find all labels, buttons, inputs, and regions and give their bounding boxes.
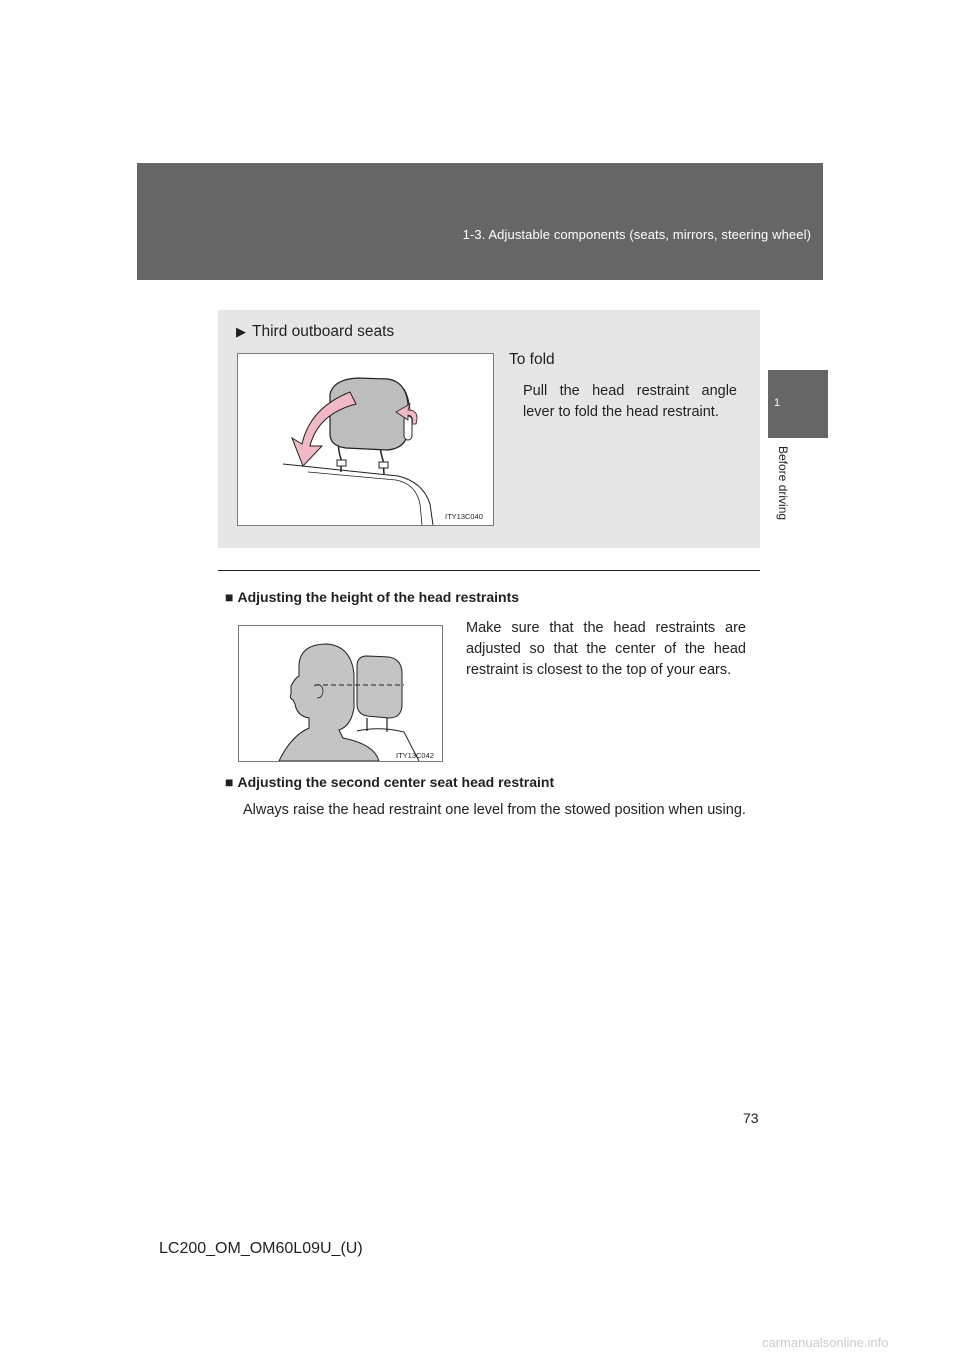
fold-illustration — [238, 354, 493, 525]
square-bullet-icon: ■ — [225, 774, 234, 790]
head-height-figure — [238, 625, 443, 762]
fold-head-restraint-figure — [237, 353, 494, 526]
third-outboard-heading-text: Third outboard seats — [252, 323, 395, 340]
figure-code-label-2: ITY13C042 — [396, 751, 434, 760]
chapter-label: Before driving — [776, 446, 790, 521]
chapter-tab — [768, 370, 828, 438]
center-section-heading — [225, 774, 554, 790]
document-code: LC200_OM_OM60L09U_(U) — [159, 1240, 363, 1257]
center-section-heading-text: Adjusting the second center seat head restraint — [237, 774, 555, 790]
center-description: Always raise the head restraint one level from the stowed position when using. — [243, 802, 746, 818]
fold-description: Pull the head restraint angle lever to fold the head restraint. — [523, 383, 737, 420]
square-bullet-icon: ■ — [225, 589, 234, 605]
chapter-number: 1 — [774, 397, 781, 409]
section-title: 1-3. Adjustable components (seats, mirrors, steering wheel) — [462, 227, 811, 242]
height-section-heading — [225, 589, 519, 605]
third-outboard-box — [218, 310, 760, 548]
header-band — [137, 163, 823, 280]
head-height-illustration — [239, 626, 442, 761]
figure-code-label: ITY13C040 — [445, 512, 483, 521]
section-divider — [218, 570, 760, 571]
page-number: 73 — [743, 1110, 759, 1126]
triangle-marker-icon: ▶ — [236, 324, 246, 339]
height-section-heading-text: Adjusting the height of the head restraints — [237, 589, 520, 605]
height-description: Make sure that the head restraints are adjusted so that the center of the head restraint is closest to the top of your ears. — [466, 620, 746, 678]
third-outboard-heading — [236, 323, 394, 341]
watermark: carmanualsonline.info — [762, 1335, 889, 1350]
to-fold-subheading: To fold — [509, 351, 555, 368]
